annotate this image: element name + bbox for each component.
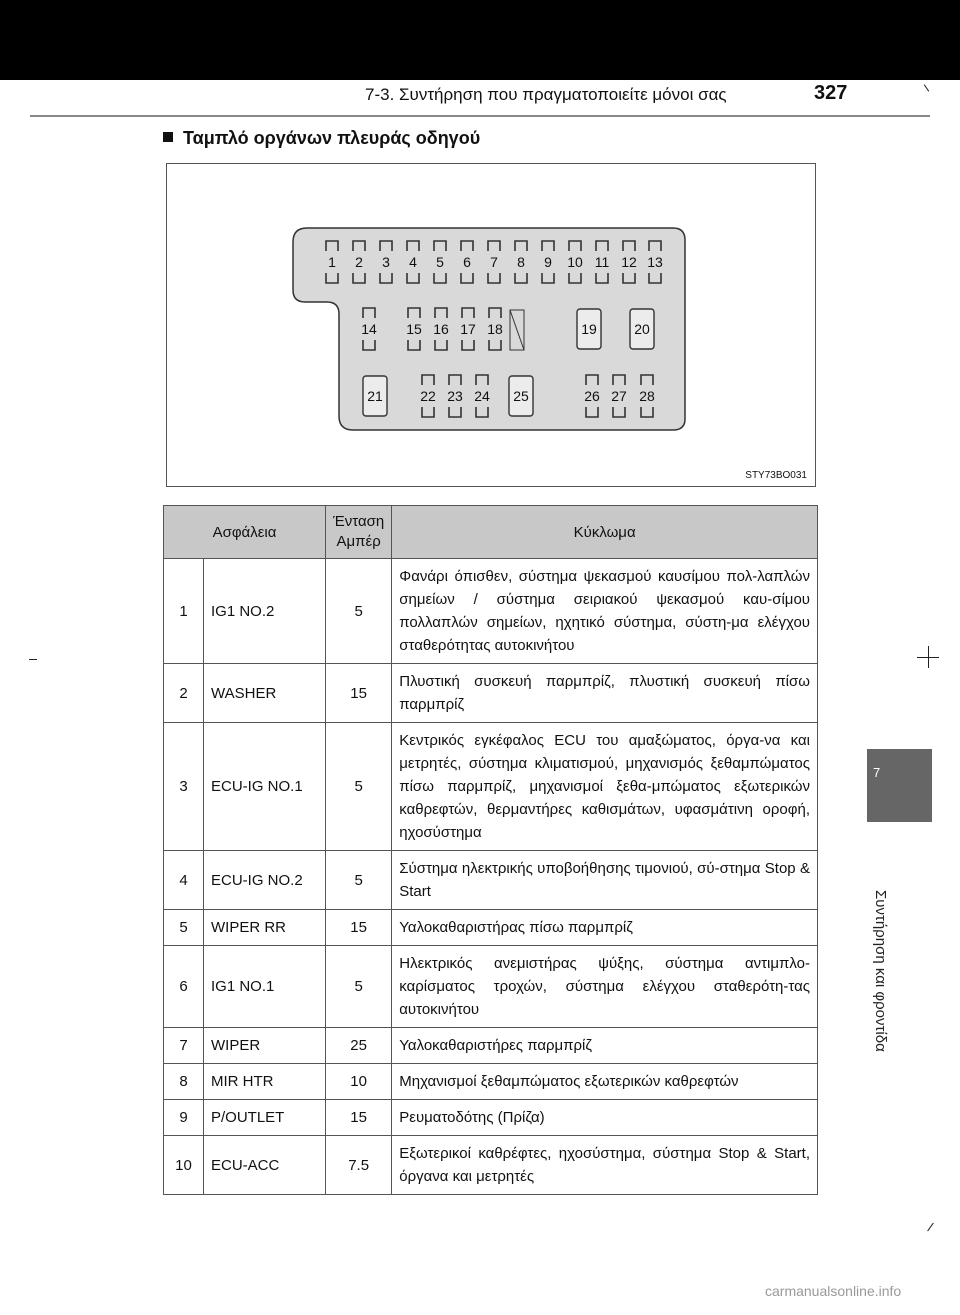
fuse-label: 25 [513, 388, 529, 404]
fuse-label: 4 [409, 254, 417, 270]
fuse-label: 1 [328, 254, 336, 270]
cell-name: MIR HTR [204, 1064, 326, 1100]
fuse-label: 18 [487, 321, 503, 337]
chapter-number: 7 [873, 765, 881, 780]
cell-name: P/OUTLET [204, 1100, 326, 1136]
cell-num: 9 [164, 1100, 204, 1136]
table-row [164, 559, 818, 664]
fuse-label: 7 [490, 254, 498, 270]
chapter-label: Συντήρηση και φροντίδα [872, 890, 889, 1052]
cell-circuit: Υαλοκαθαριστήρες παρμπρίζ [392, 1028, 818, 1064]
cell-amp: 5 [326, 723, 392, 851]
fuse-label: 27 [611, 388, 627, 404]
cell-num: 3 [164, 723, 204, 851]
section-title-text: Ταμπλό οργάνων πλευράς οδηγού [183, 128, 481, 148]
table-header-row [164, 506, 818, 559]
cell-name: IG1 NO.1 [204, 946, 326, 1028]
fuse-label: 26 [584, 388, 600, 404]
cell-circuit: Ρευματοδότης (Πρίζα) [392, 1100, 818, 1136]
cell-num: 1 [164, 559, 204, 664]
table-row [164, 1100, 818, 1136]
cell-circuit: Εξωτερικοί καθρέφτες, ηχοσύστημα, σύστημα Stop & Start, όργανα και μετρητές [392, 1136, 818, 1195]
fuse-label: 11 [594, 254, 610, 270]
cell-num: 7 [164, 1028, 204, 1064]
table-row [164, 1064, 818, 1100]
cell-name: WIPER [204, 1028, 326, 1064]
crop-mark [29, 659, 37, 660]
cell-amp: 15 [326, 664, 392, 723]
cell-circuit: Πλυστική συσκευή παρμπρίζ, πλυστική συσκευή πίσω παρμπρίζ [392, 664, 818, 723]
table-row [164, 946, 818, 1028]
cell-circuit: Κεντρικός εγκέφαλος ECU του αμαξώματος, όργα-να και μετρητές, σύστημα κλιματισμού, μηχανισμός ξεθαμπώματος πίσω παρμπρίζ, μηχανισμοί ξεθα-μπώματος εξωτερικών καθρεφτών, θερμαντήρες καθισμάτων, υφασμάτινη οροφή, ηχοσύστημα [392, 723, 818, 851]
fuse-label: 14 [361, 321, 377, 337]
cell-num: 5 [164, 910, 204, 946]
fuse-slot-20 [630, 309, 654, 349]
fuse-table [163, 505, 818, 1195]
cell-circuit: Υαλοκαθαριστήρας πίσω παρμπρίζ [392, 910, 818, 946]
cell-amp: 15 [326, 1100, 392, 1136]
cell-num: 6 [164, 946, 204, 1028]
figure-code: STY73BO031 [745, 470, 807, 481]
fuse-label: 5 [436, 254, 444, 270]
fuse-label: 28 [639, 388, 655, 404]
table-row [164, 723, 818, 851]
fuse-label: 9 [544, 254, 552, 270]
cell-num: 4 [164, 851, 204, 910]
watermark: carmanualsonline.info [765, 1283, 902, 1299]
cell-num: 10 [164, 1136, 204, 1195]
table-row [164, 910, 818, 946]
fuse-label: 15 [406, 321, 422, 337]
fuse-label: 21 [367, 388, 383, 404]
top-black-bar [0, 0, 960, 80]
cell-name: ECU-IG NO.2 [204, 851, 326, 910]
fuse-label: 6 [463, 254, 471, 270]
cell-amp: 10 [326, 1064, 392, 1100]
header-amperage-text: Ένταση Αμπέρ [333, 513, 385, 550]
cell-amp: 5 [326, 946, 392, 1028]
cell-circuit: Σύστημα ηλεκτρικής υποβοήθησης τιμονιού, σύ-στημα Stop & Start [392, 851, 818, 910]
fuse-slot-19 [577, 309, 601, 349]
fuse-label: 8 [517, 254, 525, 270]
fuse-label: 13 [647, 254, 663, 270]
cell-amp: 7.5 [326, 1136, 392, 1195]
fuse-box-figure [166, 163, 816, 487]
header-rule [30, 115, 930, 117]
fuse-label: 24 [474, 388, 490, 404]
crop-mark [924, 84, 929, 91]
fuse-label: 19 [581, 321, 597, 337]
cell-name: WASHER [204, 664, 326, 723]
fuse-label: 10 [567, 254, 583, 270]
cell-circuit: Ηλεκτρικός ανεμιστήρας ψύξης, σύστημα αντιμπλο-καρίσματος τροχών, σύστημα ελέγχου σταθερότη-τας αυτοκινήτου [392, 946, 818, 1028]
table-row [164, 1028, 818, 1064]
cell-name: ECU-ACC [204, 1136, 326, 1195]
cell-name: IG1 NO.2 [204, 559, 326, 664]
cell-amp: 15 [326, 910, 392, 946]
chapter-tab [867, 749, 932, 822]
fuse-box-diagram [167, 164, 815, 486]
fuse-label: 23 [447, 388, 463, 404]
table-row [164, 1136, 818, 1195]
crop-mark [927, 1223, 934, 1232]
header-amperage [326, 506, 392, 559]
fuse-label: 20 [634, 321, 650, 337]
section-title [163, 128, 480, 149]
cell-num: 2 [164, 664, 204, 723]
fuse-slot-25 [509, 376, 533, 416]
cell-amp: 5 [326, 851, 392, 910]
cell-name: ECU-IG NO.1 [204, 723, 326, 851]
fuse-label: 16 [433, 321, 449, 337]
cell-amp: 25 [326, 1028, 392, 1064]
table-row [164, 664, 818, 723]
cell-circuit: Μηχανισμοί ξεθαμπώματος εξωτερικών καθρεφτών [392, 1064, 818, 1100]
bullet-square-icon [163, 132, 173, 142]
cell-num: 8 [164, 1064, 204, 1100]
running-header: 7-3. Συντήρηση που πραγματοποιείτε μόνοι σας [365, 85, 727, 104]
fuse-label: 22 [420, 388, 436, 404]
crop-mark [928, 646, 929, 668]
cell-circuit: Φανάρι όπισθεν, σύστημα ψεκασμού καυσίμου πολ-λαπλών σημείων / σύστημα σειριακού ψεκασμού καυ-σίμου πολλαπλών σημείων, ηχητικό σύστημα, σύστη-μα ελέγχου σταθερότητας αυτοκινήτου [392, 559, 818, 664]
fuse-label: 12 [621, 254, 637, 270]
fuse-label: 2 [355, 254, 363, 270]
fuse-slot-21 [363, 376, 387, 416]
cell-amp: 5 [326, 559, 392, 664]
header-circuit: Κύκλωμα [392, 506, 818, 559]
page-number: 327 [814, 82, 848, 104]
fuse-label: 3 [382, 254, 390, 270]
table-row [164, 851, 818, 910]
fuse-label: 17 [460, 321, 476, 337]
cell-name: WIPER RR [204, 910, 326, 946]
header-fuse: Ασφάλεια [164, 506, 326, 559]
